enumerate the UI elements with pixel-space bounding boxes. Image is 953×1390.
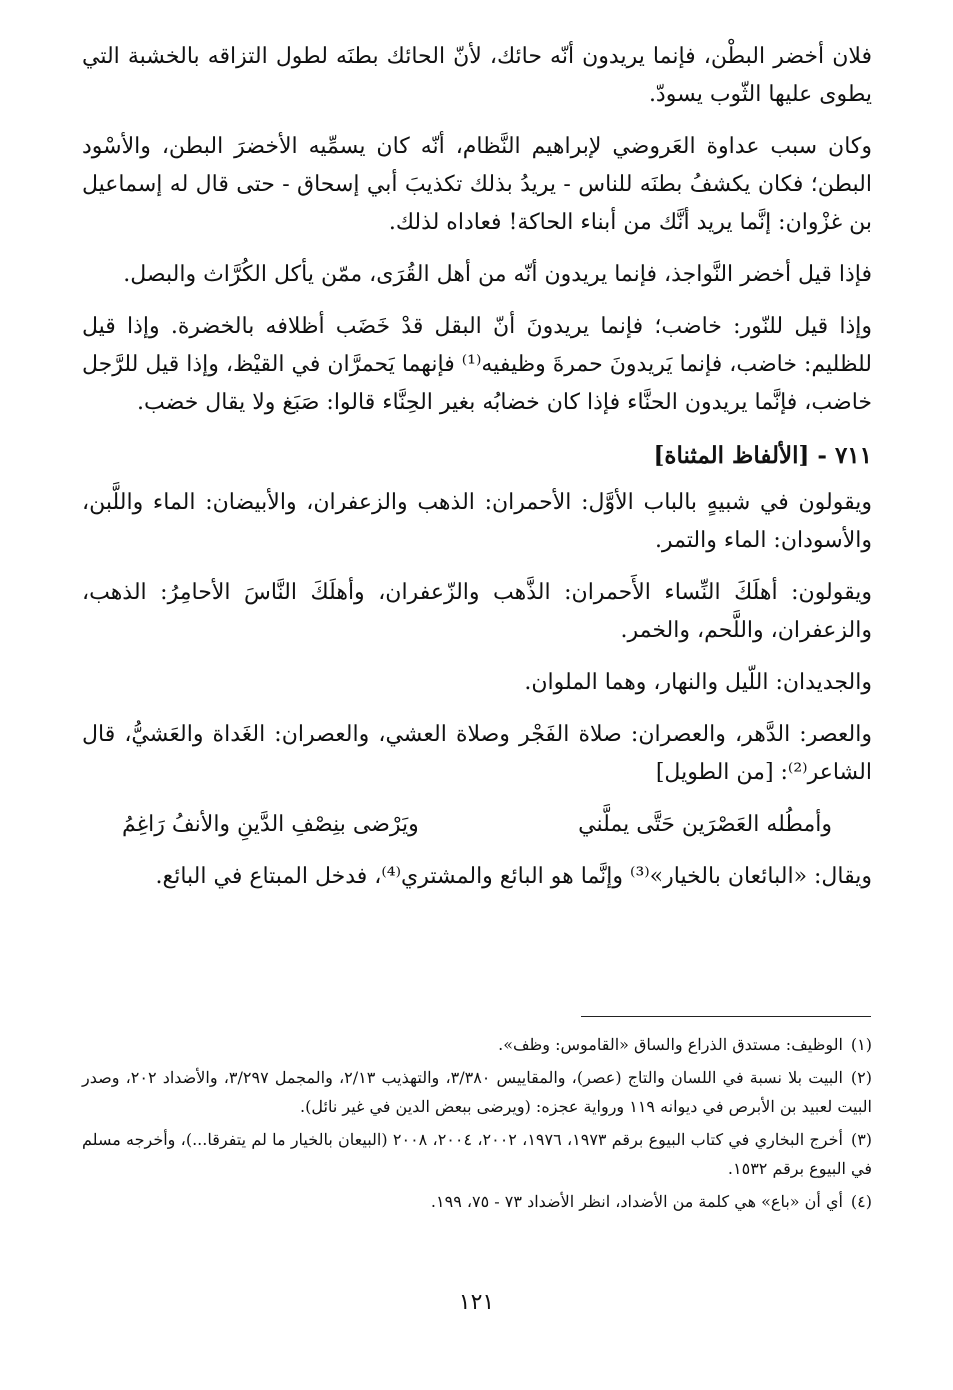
- paragraph: ويقولون: أهلَكَ النِّساء الأَحمران: الذَّهب والزّعفران، وأهلَكَ النَّاسَ الأحامِرُ: الذهب، والزعفران، واللَّحم، والخمر.: [82, 580, 873, 643]
- verse-second-hemistich: ويَرْضى بنِصْفِ الدَّينِ والأنفُ رَاغِمُ: [122, 812, 419, 837]
- footnote: [82, 1187, 872, 1216]
- paragraph: والجديدان: اللّيل والنهار، وهما الملوان.: [524, 670, 872, 695]
- paragraph: وكان سبب عداوة العَروضي لإبراهيم النَّظام، أنّه كان يسمِّيه الأخضرَ البطن، والأسْود البطن؛ فكان يكشفُ بطنَه للناس - يريدُ بذلك تكذيبَ أبي إسحاق - حتى قال له إسماعيل بن غزْوان: إنَّما يريد أنَّك من أبناء الحاكة! فعاداه لذلك.: [82, 134, 872, 235]
- footnote-number: (١): [850, 1035, 872, 1054]
- paragraph: والعصر: الدَّهر، والعصران: صلاة الفَجْر وصلاة العشي، والعصران: الغَداة والعَشيُّ، قال الشاعر⁽²⁾: [من الطويل]: [82, 722, 872, 785]
- footnote-divider: [581, 1016, 871, 1017]
- footnote-number: (٢): [850, 1068, 873, 1087]
- footnote-number: (٤): [850, 1192, 872, 1211]
- footnote: [82, 1063, 872, 1121]
- poetry-verse: [122, 806, 832, 844]
- paragraph: وإذا قيل للنّور: خاضب؛ فإنما يريدونَ أنّ البقل قدْ خَضَب أظلافه بالخضرة. وإذا قيل للظليم: خاضب، فإنما يَريدونَ حمرةَ وظيفيه⁽¹⁾ فإنهما يَحمرَّان في القيْظ، وإذا قيل للرَّجل خاضب، فإنَّما يريدون الحنَّاء فإذا كان خضابُه بغير الحِنَّاء قالوا: صَبَغ ولا يقال خضب.: [82, 314, 872, 415]
- footnote-text: أخرج البخاري في كتاب البيوع برقم ١٩٧٣، ١٩٧٦، ٢٠٠٢، ٢٠٠٤، ٢٠٠٨ (البيعان بالخيار ما لم يتفرقا...)، وأخرجه مسلم في البيوع برقم ١٥٣٢.: [82, 1130, 872, 1178]
- footnote-text: أي أن «باع» هي كلمة من الأضداد، انظر الأضداد ٧٣ - ٧٥، ١٩٩.: [430, 1192, 843, 1211]
- paragraph: ويقال: «البائعان بالخيار»⁽³⁾ وإنَّما هو البائع والمشتري⁽⁴⁾، فدخل المبتاع في البائع.: [155, 864, 872, 889]
- footnote: [82, 1125, 872, 1183]
- section-heading: ٧١١ - [الألفاظ المثناة]: [653, 442, 872, 469]
- paragraph: فإذا قيل أخضر النَّواجذ، فإنما يريدون أنّه من أهل القُرَى، ممّن يأكل الكُرَّاث والبصل.: [123, 262, 872, 287]
- footnote-text: الوظيف: مستدق الذراع والساق «القاموس: وظف».: [498, 1035, 843, 1054]
- page-number: ١٢١: [458, 1290, 495, 1315]
- verse-first-hemistich: وأمطُله العَصْرَين حَتَّى يملَّني: [578, 812, 832, 837]
- footnote-text: البيت بلا نسبة في اللسان والتاج (عصر)، والمقاييس ٣/٣٨٠، والتهذيب ٢/١٣، والمجمل ٣/٢٩٧، والأضداد ٢٠٢، وصدر البيت لعبيد بن الأبرص في ديوانه ١١٩ ورواية عجزه: (ويرضى ببعض الدين في غير نائل).: [82, 1068, 872, 1116]
- paragraph: فلان أخضر البطْن، فإنما يريدون أنّه حائك، لأنّ الحائك بطنَه لطول التزاقه بالخشبة التي يطوى عليها الثّوب يسودّ.: [82, 44, 872, 107]
- footnote-number: (٣): [850, 1130, 873, 1149]
- main-text: [82, 38, 872, 910]
- footnotes: [82, 1030, 872, 1220]
- paragraph: ويقولون في شبيهٍ بالباب الأوَّل: الأحمران: الذهب والزعفران، والأبيضان: الماء واللَّبن، والأسودان: الماء والتمر.: [82, 490, 872, 553]
- footnote: [82, 1030, 872, 1059]
